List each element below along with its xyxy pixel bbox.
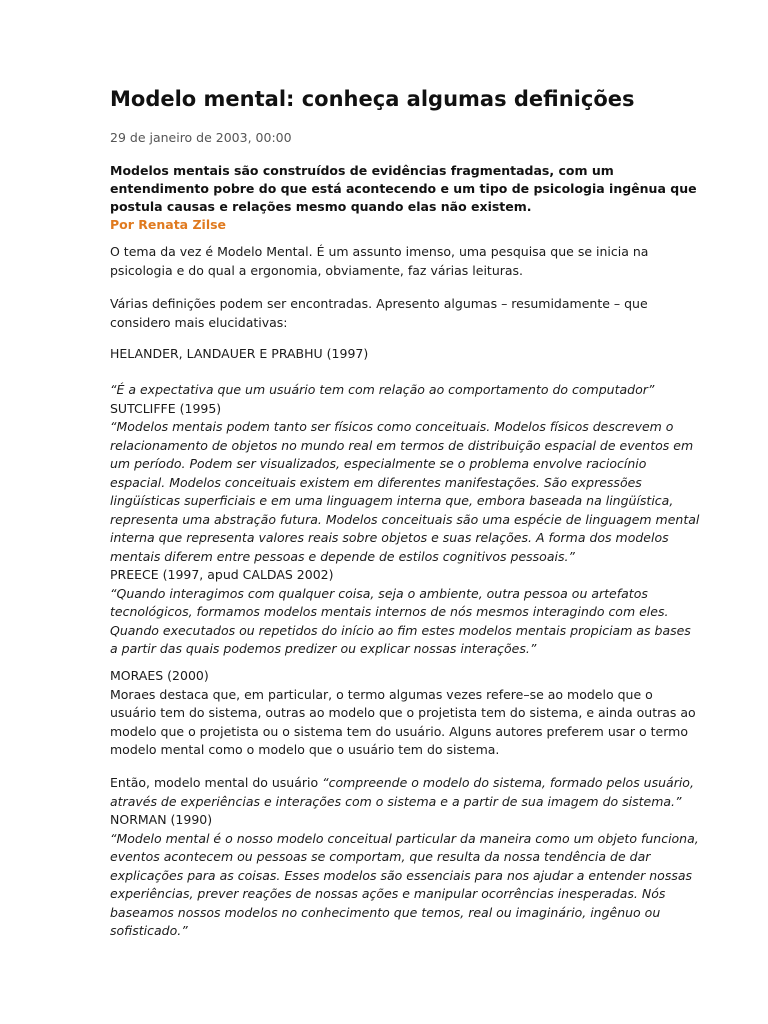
paragraph-intro	[110, 243, 670, 280]
quote-line: sofisticado.”	[110, 923, 188, 938]
moraes-section	[110, 667, 696, 760]
heading-norman: NORMAN (1990)	[110, 812, 213, 827]
paragraph-line: modelo mental como o modelo que o usuário tem do sistema.	[110, 742, 500, 757]
heading-moraes: MORAES (2000)	[110, 668, 209, 683]
article-title: Modelo mental: conheça algumas definições	[110, 87, 635, 111]
heading-helander: HELANDER, LANDAUER E PRABHU (1997)	[110, 346, 369, 361]
quote-line: explicações para as coisas. Esses modelos são essenciais para nos ajudar a entender nossas	[110, 867, 693, 883]
lead-line: Modelos mentais são construídos de evidências fragmentadas, com um	[110, 163, 614, 178]
article-date: 29 de janeiro de 2003, 00:00	[110, 130, 292, 145]
quote-line: experiências, prever reações de nossas ações e manipular ocorrências inesperadas. Nós	[110, 886, 666, 901]
norman-section	[110, 774, 699, 941]
quote-line: relacionamento de objetos no mundo real em termos de distribuição espacial de eventos em	[110, 437, 694, 453]
paragraph-line: considero mais elucidativas:	[110, 314, 288, 330]
lead-line: postula causas e relações mesmo quando elas não existem.	[110, 199, 532, 214]
quote-line: baseamos nossos modelos no conhecimento que temos, real ou imaginário, ingênuo ou	[110, 904, 661, 920]
paragraph-line	[110, 774, 694, 793]
quote-line: eventos acontecem ou pessoas se comportam, que resulta da nossa tendência de dar	[110, 849, 651, 864]
quote-line: mentais diferem entre pessoas e depende de estilos cognitivos pessoais.”	[110, 548, 575, 564]
quote-line: “Quando interagimos com qualquer coisa, seja o ambiente, outra pessoa ou artefatos	[110, 585, 648, 601]
article-lead	[110, 162, 697, 234]
lead-line: entendimento pobre do que está acontecendo e um tipo de psicologia ingênua que	[110, 181, 697, 196]
paragraph-line: modelo que o projetista ou o sistema tem do usuário. Alguns autores preferem usar o termo	[110, 723, 688, 739]
paragraph-line: Moraes destaca que, em particular, o termo algumas vezes refere–se ao modelo que o	[110, 686, 653, 702]
entao-italic-text: “compreende o modelo do sistema, formado pelos usuário,	[322, 775, 694, 790]
quote-helander-block	[110, 381, 700, 659]
paragraph-line: usuário tem do sistema, outras ao modelo que o projetista tem do sistema, e ainda outras ao	[110, 705, 696, 720]
quote-line: representa uma abstração futura. Modelos conceituais são uma espécie de linguagem mental	[110, 511, 700, 527]
quote-helander: “É a expectativa que um usuário tem com relação ao comportamento do computador”	[110, 382, 655, 397]
paragraph-line: através de experiências e interações com o sistema e a partir de sua imagem do sistema.”	[110, 793, 682, 809]
author-link[interactable]: Por Renata Zilse	[110, 217, 227, 232]
paragraph-line: Várias definições podem ser encontradas. Apresento algumas – resumidamente – que	[110, 296, 648, 311]
quote-line: “Modelos mentais podem tanto ser físicos como conceituais. Modelos físicos descrevem o	[110, 419, 674, 434]
quote-line: interna que representa valores reais sobre objetos e suas relações. A forma dos modelos	[110, 530, 669, 545]
quote-line: tecnológicos, formamos modelos mentais internos de nós mesmos interagindo com eles.	[110, 604, 669, 619]
quote-line: lingüísticas superficiais e em uma linguagem interna que, embora baseada na lingüística,	[110, 493, 674, 508]
quote-line: espacial. Modelos conceituais existem em diferentes manifestações. São expressões	[110, 474, 642, 490]
heading-preece: PREECE (1997, apud CALDAS 2002)	[110, 567, 334, 582]
paragraph-definitions	[110, 295, 670, 332]
paragraph-line: psicologia e do qual a ergonomia, obviamente, faz várias leituras.	[110, 262, 524, 278]
quote-line: Quando executados ou repetidos do início ao fim estes modelos mentais propiciam as bases	[110, 622, 691, 638]
entao-normal-text: Então, modelo mental do usuário	[110, 775, 323, 790]
quote-line: a partir das quais podemos predizer ou explicar nossas interações.”	[110, 641, 537, 656]
heading-sutcliffe: SUTCLIFFE (1995)	[110, 400, 222, 416]
quote-line: “Modelo mental é o nosso modelo conceitual particular da maneira como um objeto funciona,	[110, 830, 699, 846]
quote-line: um período. Podem ser visualizados, especialmente se o problema envolve raciocínio	[110, 456, 647, 471]
paragraph-line: O tema da vez é Modelo Mental. É um assunto imenso, uma pesquisa que se inicia na	[110, 244, 649, 259]
